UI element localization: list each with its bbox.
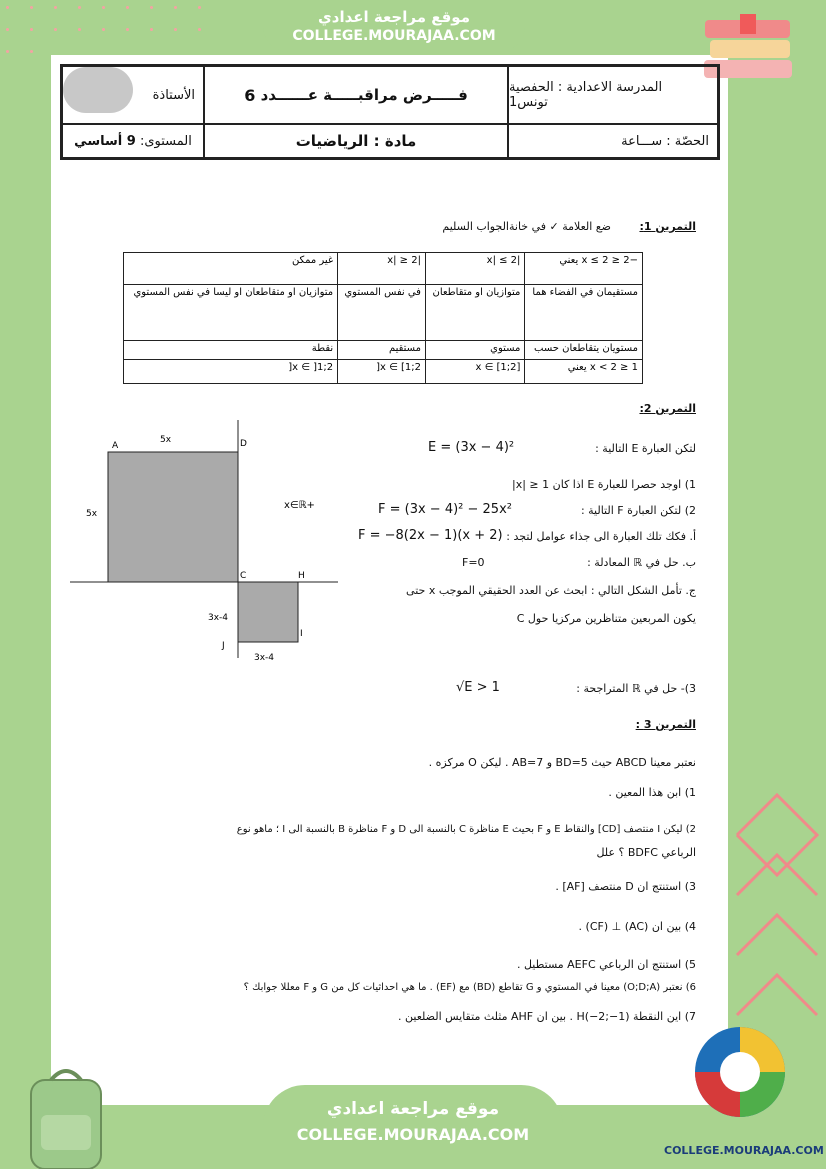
label-D: D — [240, 439, 247, 449]
answer-cell[interactable]: |x| ≥ 2 — [338, 253, 426, 285]
answer-cell[interactable]: مستوي — [425, 341, 524, 360]
answer-cell[interactable]: متوازيان او متقاطعان او ليسا في نفس المستوي — [124, 285, 338, 341]
exam-title: فـــــرض مراقبـــــة عــــــدد — [260, 86, 468, 104]
ex2-qa: أ. فكك تلك العبارة الى جذاء عوامل لتجد : — [506, 530, 696, 543]
answer-cell[interactable]: متوازيان او متقاطعان — [425, 285, 524, 341]
ex2-qb: ب. حل في ℝ المعادلة : — [587, 556, 696, 569]
answer-cell[interactable]: |x| ≤ 2 — [425, 253, 524, 285]
logo-url[interactable]: COLLEGE.MOURAJAA.COM — [664, 1144, 824, 1157]
answer-cell[interactable]: مستقيم — [338, 341, 426, 360]
subject-cell — [204, 124, 508, 158]
label-small-left: 3x-4 — [208, 613, 229, 623]
table-cell: مستقيمان في الفضاء هما — [525, 285, 643, 341]
teacher-label: الأستاذة — [152, 87, 195, 103]
label-A: A — [112, 441, 119, 451]
ex2-title: التمرين 2: — [639, 402, 696, 415]
ex2-qc1: ج. تأمل الشكل التالي : ابحث عن العدد الحقيقي الموجب x حتى — [406, 584, 696, 597]
level-label: المستوى: — [139, 133, 192, 149]
label-I: I — [300, 629, 303, 639]
ex3-q1: 1) ابن هذا المعين . — [608, 786, 696, 799]
table-cell: 1 ≤ x < 2 يعني — [525, 360, 643, 384]
subject: مادة : الرياضيات — [295, 132, 417, 150]
school-city: تونس1 — [509, 95, 548, 110]
ex1-title: التمرين 1: — [639, 220, 696, 233]
ex3-q3: 3) استنتج ان D منتصف [AF] . — [555, 880, 696, 893]
label-top: 5x — [160, 435, 172, 445]
banner-url: COLLEGE.MOURAJAA.COM — [292, 28, 496, 44]
title-cell — [204, 66, 508, 124]
level-cell — [62, 124, 204, 158]
site-banner-bottom[interactable] — [263, 1085, 563, 1169]
backpack-icon — [16, 1060, 116, 1169]
formula-F: F = (3x − 4)² − 25x² — [378, 502, 512, 517]
label-C: C — [240, 571, 247, 581]
label-cond: x∈ℝ+ — [284, 500, 315, 511]
exam-header — [60, 64, 720, 160]
site-banner-top[interactable] — [263, 0, 525, 52]
label-small-bottom: 3x-4 — [254, 653, 275, 663]
school-cell — [508, 66, 718, 124]
ex2-intro: لتكن العبارة E التالية : — [595, 442, 696, 455]
ex3-title: التمرين 3 : — [635, 718, 696, 731]
formula-E: E = (3x − 4)² — [428, 440, 515, 455]
banner-title: موقع مراجعة اعدادي — [318, 8, 470, 26]
ex3-q2b: الرباعي BDFC ؟ علل — [596, 846, 696, 859]
label-H: H — [298, 571, 305, 581]
site-logo-icon — [694, 1022, 786, 1142]
level-value: 9 أساسي — [74, 133, 136, 149]
big-square — [108, 452, 238, 582]
ex3-q2a: 2) ليكن I منتصف [CD] والنقاط E و F بحيث E مناظرة C بالنسبة الى D و F مناظرة B بالنسبة الى I ؛ ماهو نوع — [236, 824, 696, 835]
ex3-intro: نعتبر معينا ABCD حيث BD=5 و AB=7 . ليكن O مركزه . — [428, 756, 696, 769]
label-left: 5x — [86, 509, 98, 519]
table-row — [124, 285, 643, 341]
label-J: J — [222, 641, 225, 651]
table-row — [124, 360, 643, 384]
banner-title: موقع مراجعة اعدادي — [326, 1099, 500, 1119]
ex3-q7: 7) اين النقطة H(−2;−1) . بين ان AHF مثلث متقايس الضلعين . — [398, 1010, 696, 1023]
banner-url: COLLEGE.MOURAJAA.COM — [296, 1125, 530, 1144]
answer-cell[interactable]: x ∈ [1;2] — [425, 360, 524, 384]
redacted-name — [63, 67, 133, 113]
table-row — [124, 253, 643, 285]
answer-cell[interactable]: في نفس المستوي — [338, 285, 426, 341]
chevron-stack-icon — [732, 790, 822, 1030]
ex1-table — [123, 252, 643, 384]
exam-number: 6 — [244, 85, 256, 105]
duration: الحصّة : ســـاعة — [621, 133, 709, 149]
table-cell: −2 ≤ x ≤ 2 يعني — [525, 253, 643, 285]
ex2-q3: 3)- حل في ℝ المتراجحة : — [576, 682, 696, 695]
duration-cell — [508, 124, 718, 158]
small-square — [238, 582, 298, 642]
table-row — [124, 341, 643, 360]
school-name: المدرسة الاعدادية : الحفصية — [509, 80, 663, 95]
ex3-q4: 4) بين ان (AC) ⊥ (CF) . — [578, 920, 696, 933]
ex2-q1: 1) اوجد حصرا للعبارة E اذا كان 1 ≤ |x| — [511, 478, 696, 491]
ex2-qc2: يكون المربعين متناظرين مركزيا حول C — [516, 612, 696, 625]
table-cell: مستويان يتقاطعان حسب — [525, 341, 643, 360]
ex1-instruction: ضع العلامة ✓ في خانةالجواب السليم — [442, 220, 611, 233]
ex2-q2: 2) لتكن العبارة F التالية : — [580, 504, 696, 517]
ex3-q5: 5) استنتج ان الرباعي AEFC مستطيل . — [516, 958, 696, 971]
answer-cell[interactable]: x ∈ [1;2[ — [338, 360, 426, 384]
answer-cell[interactable]: غير ممكن — [124, 253, 338, 285]
dot-pattern — [0, 0, 200, 60]
answer-cell[interactable]: نقطة — [124, 341, 338, 360]
squares-figure — [70, 420, 340, 680]
ex3-q6: 6) نعتبر (O;D;A) معينا في المستوي و G تقاطع (BD) مع (EF) . ما هي احداثيات كل من G و F معللا جوابك ؟ — [243, 982, 696, 993]
equation: F=0 — [462, 556, 485, 569]
answer-cell[interactable]: x ∈ ]1;2[ — [124, 360, 338, 384]
inequality: √E > 1 — [456, 680, 500, 695]
formula-F-factored: F = −8(2x − 1)(x + 2) — [358, 528, 503, 543]
